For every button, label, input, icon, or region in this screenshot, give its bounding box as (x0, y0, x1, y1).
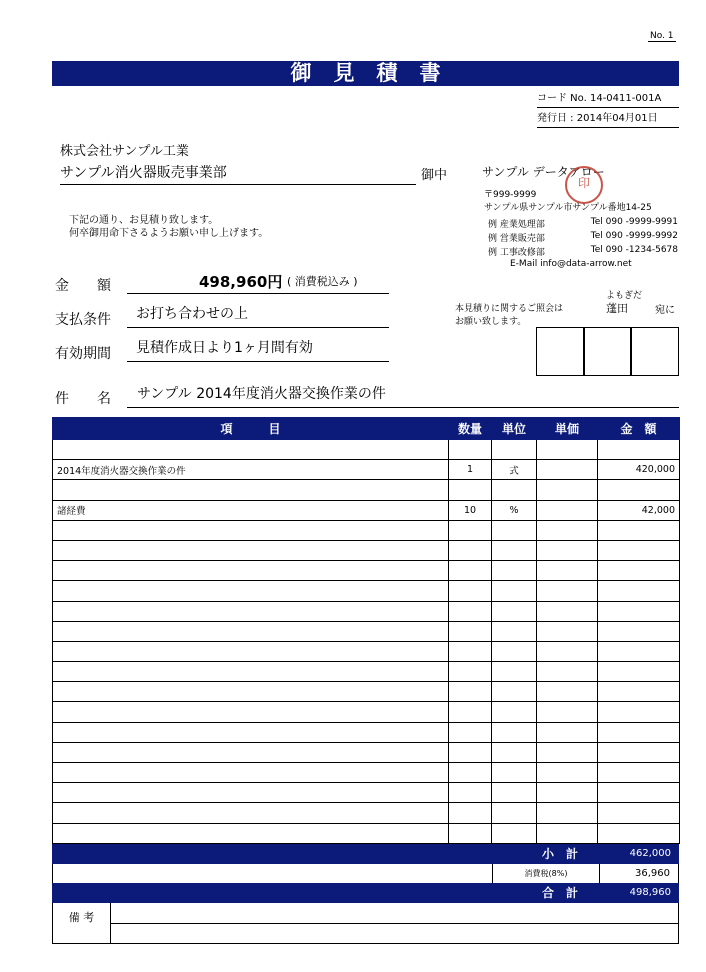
cell-unit-price[interactable] (537, 540, 598, 560)
cell-item-name[interactable] (53, 722, 449, 742)
payment-value (127, 303, 389, 328)
cell-item-name[interactable] (53, 823, 449, 843)
contact-dept: 工事改修部 (499, 248, 545, 258)
issuer-address: サンプル県サンプル市サンプル番地14-25 (484, 203, 652, 213)
subject-field (127, 383, 679, 408)
cell-unit-price[interactable] (537, 823, 598, 843)
cell-quantity[interactable] (449, 803, 492, 823)
validity-text: 見積作成日より1ヶ月間有効 (136, 340, 313, 356)
cell-unit-price[interactable] (537, 500, 598, 520)
cell-unit-price[interactable] (537, 601, 598, 621)
payment-text: お打ち合わせの上 (136, 306, 248, 322)
cell-quantity[interactable] (449, 783, 492, 803)
cell-unit[interactable] (492, 823, 537, 843)
header-item: 項 目 (53, 418, 449, 440)
table-row (53, 460, 680, 480)
cell-amount[interactable] (598, 561, 680, 581)
cell-item-name[interactable] (53, 621, 449, 641)
cell-quantity[interactable] (449, 561, 492, 581)
inquiry-person: 蓬田 (606, 302, 628, 315)
cell-quantity[interactable]: 1 (449, 460, 492, 480)
cell-unit-price[interactable] (537, 460, 598, 480)
estimate-items-table (52, 417, 680, 844)
cell-quantity[interactable] (449, 742, 492, 762)
cell-unit[interactable] (492, 682, 537, 702)
cell-amount[interactable] (598, 540, 680, 560)
issuer-email: E-Mail info@data-arrow.net (510, 259, 632, 269)
cell-unit-price[interactable] (537, 641, 598, 661)
client-department: サンプル消火器販売事業部 (60, 162, 416, 185)
code-label: コード No. (537, 93, 587, 104)
contact-dept: 営業販売部 (499, 234, 545, 244)
cell-item-name[interactable] (53, 540, 449, 560)
cell-unit-price[interactable] (537, 662, 598, 682)
issuer-contact-1 (488, 217, 680, 230)
cell-amount[interactable]: 42,000 (598, 500, 680, 520)
cell-unit[interactable]: % (492, 500, 537, 520)
table-row (53, 581, 680, 601)
cell-item-name[interactable] (53, 601, 449, 621)
cell-quantity[interactable] (449, 662, 492, 682)
cell-quantity[interactable] (449, 581, 492, 601)
cell-item-name[interactable] (53, 581, 449, 601)
table-row (53, 763, 680, 783)
cell-amount[interactable] (598, 722, 680, 742)
remarks-box (52, 903, 679, 944)
cell-item-name[interactable] (53, 520, 449, 540)
cell-amount[interactable] (598, 702, 680, 722)
cell-unit[interactable] (492, 480, 537, 500)
cell-amount[interactable] (598, 520, 680, 540)
cell-quantity[interactable] (449, 722, 492, 742)
contact-mark: 例 (488, 248, 498, 258)
contact-tel: Tel 090 -9999-9992 (590, 231, 678, 241)
table-row (53, 662, 680, 682)
tax-label: 消費税(8%) (524, 869, 568, 878)
cell-unit-price[interactable] (537, 581, 598, 601)
cell-unit[interactable] (492, 722, 537, 742)
intro-line-2: 何卒御用命下さるようお願い申し上げます。 (69, 228, 269, 239)
inquiry-suffix: 宛に (655, 305, 675, 316)
client-honorific: 御中 (421, 168, 448, 183)
cell-unit-price[interactable] (537, 621, 598, 641)
cell-amount[interactable] (598, 641, 680, 661)
cell-quantity[interactable] (449, 763, 492, 783)
cell-item-name[interactable] (53, 682, 449, 702)
cell-item-name[interactable] (53, 641, 449, 661)
header-quantity: 数量 (449, 418, 492, 440)
company-seal-stamp: 印 (565, 166, 603, 204)
cell-unit-price[interactable] (537, 742, 598, 762)
amount-label: 金 額 (55, 278, 111, 294)
subject-value: サンプル 2014年度消火器交換作業の件 (137, 386, 386, 402)
cell-amount[interactable] (598, 480, 680, 500)
document-title: 御見積書 (290, 61, 463, 85)
cell-amount[interactable] (598, 662, 680, 682)
table-row (53, 742, 680, 762)
cell-item-name[interactable] (53, 783, 449, 803)
table-row (53, 520, 680, 540)
table-row (53, 783, 680, 803)
cell-unit[interactable] (492, 641, 537, 661)
cell-unit[interactable] (492, 440, 537, 460)
amount-field (127, 269, 389, 294)
payment-label: 支払条件 (55, 312, 111, 328)
table-row (53, 440, 680, 460)
title-bar (52, 61, 679, 86)
table-row (53, 702, 680, 722)
cell-amount[interactable] (598, 803, 680, 823)
tax-row (52, 864, 679, 884)
table-row (53, 722, 680, 742)
cell-amount[interactable] (598, 682, 680, 702)
cell-amount[interactable] (598, 601, 680, 621)
inquiry-line-1: 本見積りに関するご照会は (455, 304, 564, 314)
contact-tel: Tel 090 -1234-5678 (590, 245, 678, 255)
remarks-line-1[interactable] (111, 903, 678, 922)
tax-label-cell (492, 864, 600, 883)
subtotal-value: 462,000 (629, 848, 671, 859)
total-row (52, 883, 679, 903)
code-number (537, 90, 679, 108)
issue-date (537, 110, 679, 128)
contact-mark: 例 (488, 220, 498, 230)
cell-amount[interactable] (598, 621, 680, 641)
cell-quantity[interactable]: 10 (449, 500, 492, 520)
cell-item-name[interactable]: 諸経費 (53, 500, 449, 520)
cell-item-name[interactable] (53, 742, 449, 762)
header-unit-price: 単価 (537, 418, 598, 440)
cell-quantity[interactable] (449, 702, 492, 722)
table-row (53, 641, 680, 661)
cell-quantity[interactable] (449, 682, 492, 702)
issuer-contact-3 (488, 245, 680, 258)
remarks-line-2[interactable] (111, 924, 678, 943)
client-company: 株式会社サンプル工業 (60, 144, 189, 159)
cell-item-name[interactable]: 2014年度消火器交換作業の件 (53, 460, 449, 480)
tax-value: 36,960 (635, 868, 670, 879)
header-unit: 単位 (492, 418, 537, 440)
cell-item-name[interactable] (53, 803, 449, 823)
cell-quantity[interactable] (449, 480, 492, 500)
cell-amount[interactable]: 420,000 (598, 460, 680, 480)
amount-tax-note: ( 消費税込み ) (287, 275, 358, 288)
cell-unit-price[interactable] (537, 702, 598, 722)
cell-amount[interactable] (598, 823, 680, 843)
cell-unit[interactable] (492, 803, 537, 823)
cell-quantity[interactable] (449, 601, 492, 621)
remarks-label: 備 考 (68, 911, 95, 924)
cell-quantity[interactable] (449, 520, 492, 540)
issuer-contact-2 (488, 231, 680, 244)
cell-unit[interactable] (492, 601, 537, 621)
cell-unit-price[interactable] (537, 803, 598, 823)
cell-amount[interactable] (598, 581, 680, 601)
cell-quantity[interactable] (449, 621, 492, 641)
cell-unit[interactable] (492, 783, 537, 803)
issuer-name: サンプル データアロー (482, 165, 605, 179)
cell-item-name[interactable] (53, 440, 449, 460)
cell-item-name[interactable] (53, 662, 449, 682)
cell-unit[interactable] (492, 702, 537, 722)
total-value: 498,960 (629, 887, 671, 898)
cell-unit[interactable] (492, 540, 537, 560)
contact-dept: 産業処理部 (499, 220, 545, 230)
table-row (53, 803, 680, 823)
issuer-zip: 〒999-9999 (484, 190, 537, 200)
cell-unit[interactable] (492, 662, 537, 682)
cell-amount[interactable] (598, 742, 680, 762)
table-row (53, 621, 680, 641)
cell-amount[interactable] (598, 763, 680, 783)
approval-seal-box-1 (536, 327, 585, 376)
cell-amount[interactable] (598, 783, 680, 803)
table-body (53, 440, 680, 844)
cell-item-name[interactable] (53, 763, 449, 783)
cell-unit[interactable] (492, 520, 537, 540)
cell-unit-price[interactable] (537, 783, 598, 803)
inquiry-person-ruby: よもぎだ (606, 291, 643, 301)
table-row (53, 480, 680, 500)
cell-unit-price[interactable] (537, 763, 598, 783)
issue-value: 2014年04月01日 (576, 113, 658, 124)
cell-unit-price[interactable] (537, 480, 598, 500)
table-row (53, 823, 680, 843)
amount-value: 498,960円 (199, 273, 283, 291)
cell-item-name[interactable] (53, 702, 449, 722)
approval-seal-box-3 (630, 327, 679, 376)
cell-unit-price[interactable] (537, 722, 598, 742)
approval-seal-box-2 (583, 327, 632, 376)
table-header-row (53, 418, 680, 440)
inquiry-line-2: お願い致します。 (455, 317, 527, 327)
header-amount: 金 額 (598, 418, 680, 440)
cell-unit[interactable] (492, 621, 537, 641)
table-row (53, 682, 680, 702)
cell-unit[interactable] (492, 763, 537, 783)
cell-unit-price[interactable] (537, 440, 598, 460)
subtotal-row (52, 844, 679, 864)
cell-unit[interactable]: 式 (492, 460, 537, 480)
cell-item-name[interactable] (53, 561, 449, 581)
table-row (53, 540, 680, 560)
contact-tel: Tel 090 -9999-9991 (590, 217, 678, 227)
subtotal-label: 小 計 (541, 847, 578, 861)
page-number: No. 1 (650, 31, 674, 41)
cell-unit[interactable] (492, 561, 537, 581)
table-row (53, 561, 680, 581)
cell-quantity[interactable] (449, 823, 492, 843)
table-row (53, 601, 680, 621)
total-label: 合 計 (541, 886, 578, 900)
cell-item-name[interactable] (53, 480, 449, 500)
validity-value (127, 337, 389, 362)
cell-unit[interactable] (492, 742, 537, 762)
contact-mark: 例 (488, 234, 498, 244)
cell-unit[interactable] (492, 581, 537, 601)
code-value: 14-0411-001A (589, 93, 662, 104)
cell-quantity[interactable] (449, 641, 492, 661)
cell-amount[interactable] (598, 440, 680, 460)
table-row (53, 500, 680, 520)
subject-label: 件 名 (55, 391, 111, 407)
cell-quantity[interactable] (449, 540, 492, 560)
cell-unit-price[interactable] (537, 561, 598, 581)
validity-label: 有効期間 (55, 346, 111, 362)
cell-unit-price[interactable] (537, 682, 598, 702)
remarks-label-cell (53, 903, 111, 943)
cell-unit-price[interactable] (537, 520, 598, 540)
issue-label: 発行日 : (537, 113, 574, 124)
intro-line-1: 下記の通り、お見積り致します。 (69, 215, 219, 226)
cell-quantity[interactable] (449, 440, 492, 460)
